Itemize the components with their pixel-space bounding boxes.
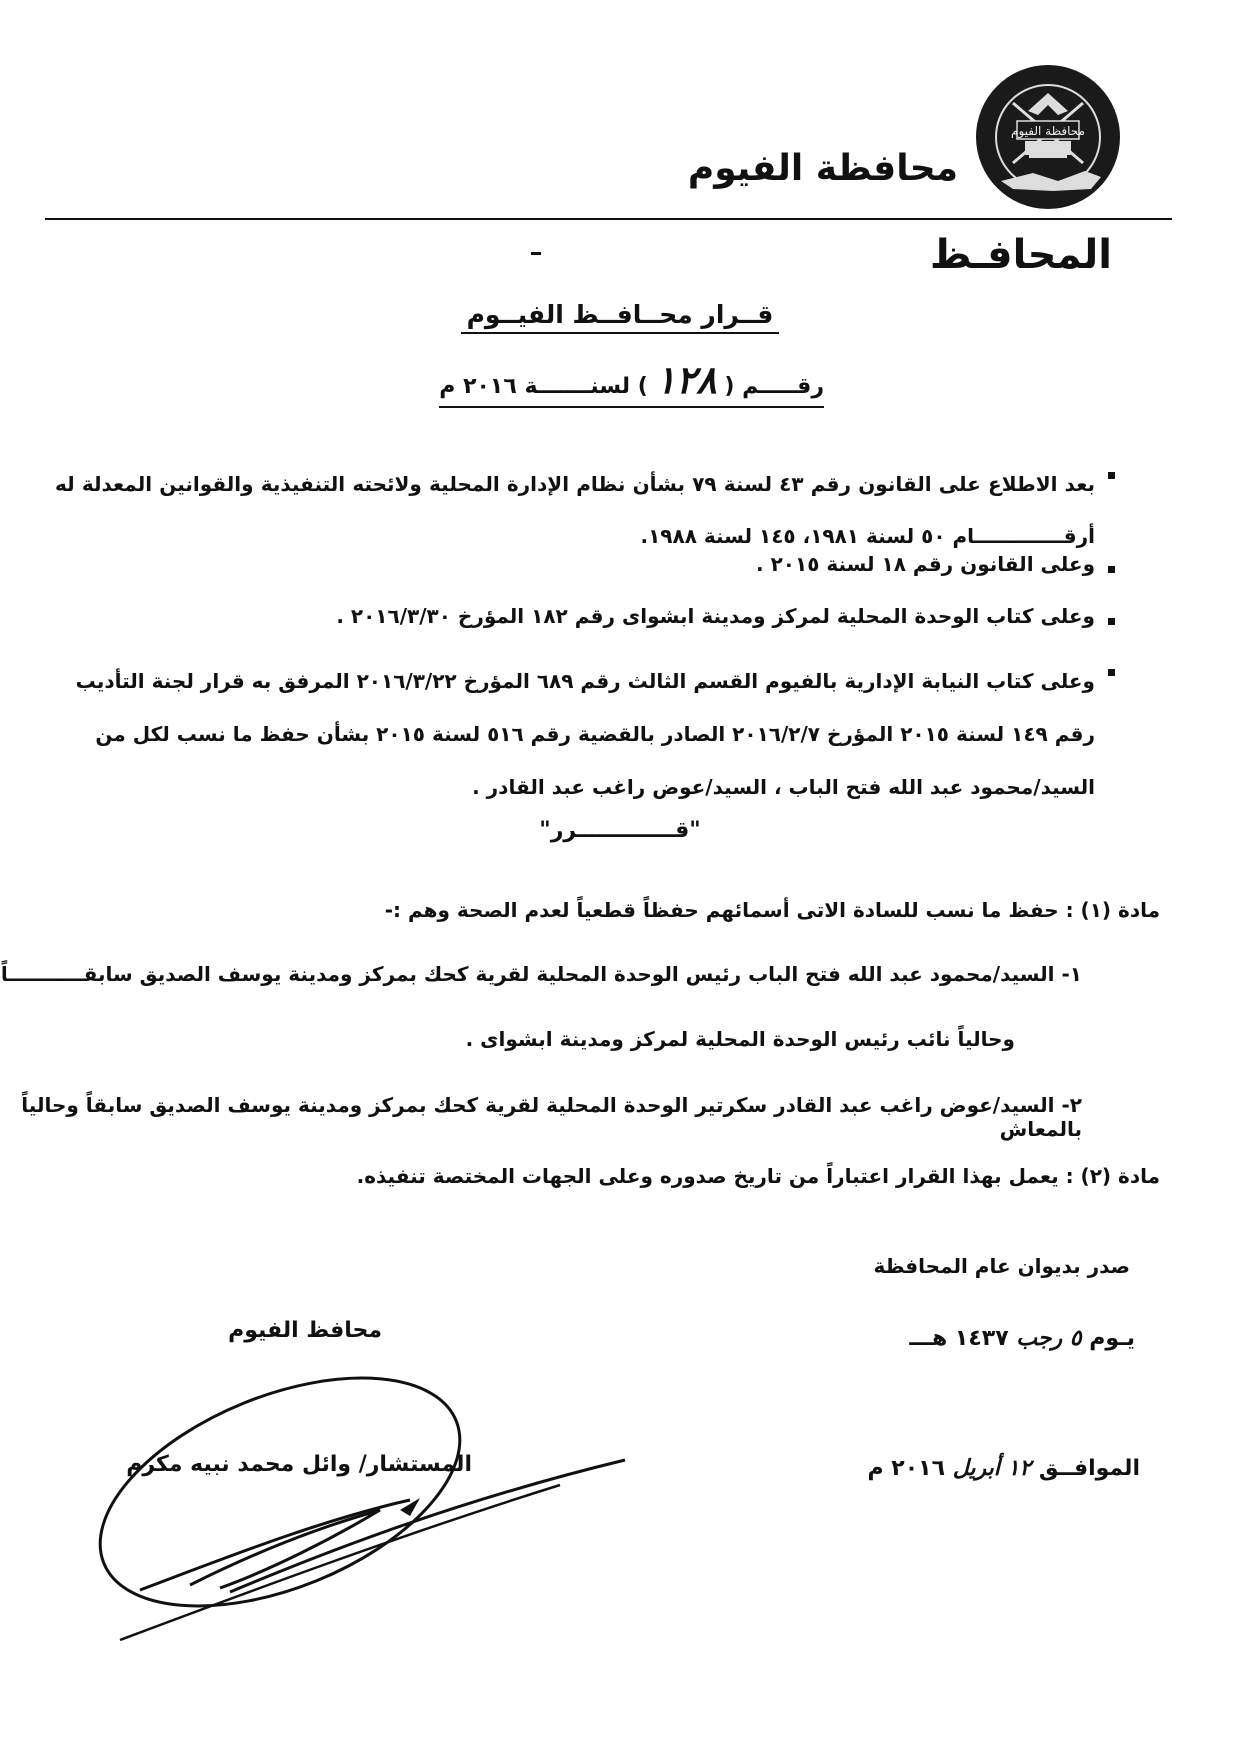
article-2: مادة (٢) : يعمل بهذا القرار اعتباراً من تاريخ صدوره وعلى الجهات المختصة تنفيذه. [356,1164,1160,1188]
decision-heading: "قـــــــــــــرر" [539,818,701,843]
preamble-item-1: بعد الاطلاع على القانون رقم ٤٣ لسنة ٧٩ بشأن نظام الإدارة المحلية ولائحته التنفيذية والقوانين المعدلة له أرقـــــــــــــام ٥٠ لسنة ١٩٨١، ١٤٥ لسنة ١٩٨٨. [55,472,1095,548]
bullet-icon [1108,472,1115,479]
bullet-icon [1108,618,1115,625]
handwritten-signature [80,1320,640,1650]
gregorian-date [868,1455,1141,1481]
preamble-item-3: وعلى كتاب الوحدة المحلية لمركز ومدينة ابشواى رقم ١٨٢ المؤرخ ٢٠١٦/٣/٣٠ . [336,604,1095,628]
seal-text: محافظة الفيوم [1011,124,1085,138]
hijri-date [909,1325,1135,1351]
hijri-date-suffix: ١٤٣٧ هـــ [909,1326,1009,1351]
preamble-item-4: وعلى كتاب النيابة الإدارية بالفيوم القسم الثالث رقم ٦٨٩ المؤرخ ٢٠١٦/٣/٢٢ المرفق به قرار لجنة التأديب رقم ١٤٩ لسنة ٢٠١٥ المؤرخ ٢٠١٦/٢/٧ الصادر بالقضية رقم ٥١٦ لسنة ٢٠١٥ بشأن حفظ ما نسب لكل من السيد/محمود عبد الله فتح الباب ، السيد/عوض راغب عبد القادر . [75,669,1095,799]
gregorian-date-handwritten: ١٢ أبريل [952,1455,1032,1481]
article-1-item-1-continued: وحالياً نائب رئيس الوحدة المحلية لمركز ومدينة ابشواى . [465,1027,1015,1051]
decree-number-value: ١٢٨ [655,357,717,402]
article-1: مادة (١) : حفظ ما نسب للسادة الاتى أسمائهم حفظاً قطعياً لعدم الصحة وهم :- [384,898,1160,922]
decree-title [0,300,1240,329]
gregorian-date-prefix: الموافــق [1038,1456,1140,1481]
article-1-item-2: ٢- السيد/عوض راغب عبد القادر سكرتير الوحدة المحلية لقرية كحك بمركز ومدينة يوسف الصديق سابقاً وحالياً بالمعاش [21,1093,1082,1141]
decree-title-text: قــرار محــافــظ الفيــوم [461,300,780,334]
governorate-seal-logo [973,63,1123,211]
signatory-title: محافظ الفيوم [228,1318,382,1343]
hijri-date-prefix: يـوم [1089,1326,1135,1351]
hijri-date-handwritten: ٥ رجب [1016,1325,1082,1351]
bullet-icon [1108,566,1115,573]
governorate-name: محافظة الفيوم [687,148,958,189]
decree-year-label: ) لسنـــــــة ٢٠١٦ م [439,374,648,399]
decree-number-label: رقـــــم ( [724,374,824,399]
article-1-item-1: ١- السيد/محمود عبد الله فتح الباب رئيس الوحدة المحلية لقرية كحك بمركز ومدينة يوسف الصديق سابقـــــــــــاً [0,962,1082,986]
bullet-icon [1108,669,1115,676]
issued-at: صدر بديوان عام المحافظة [873,1254,1130,1278]
signatory-name: المستشار/ وائل محمد نبيه مكرم [126,1452,472,1477]
decree-number-line [439,357,824,408]
header-divider [45,218,1172,220]
gregorian-date-suffix: ٢٠١٦ م [867,1456,946,1481]
stray-mark [531,252,541,255]
preamble-item-2: وعلى القانون رقم ١٨ لسنة ٢٠١٥ . [756,552,1095,576]
governor-heading: المحافـظ [929,232,1112,278]
